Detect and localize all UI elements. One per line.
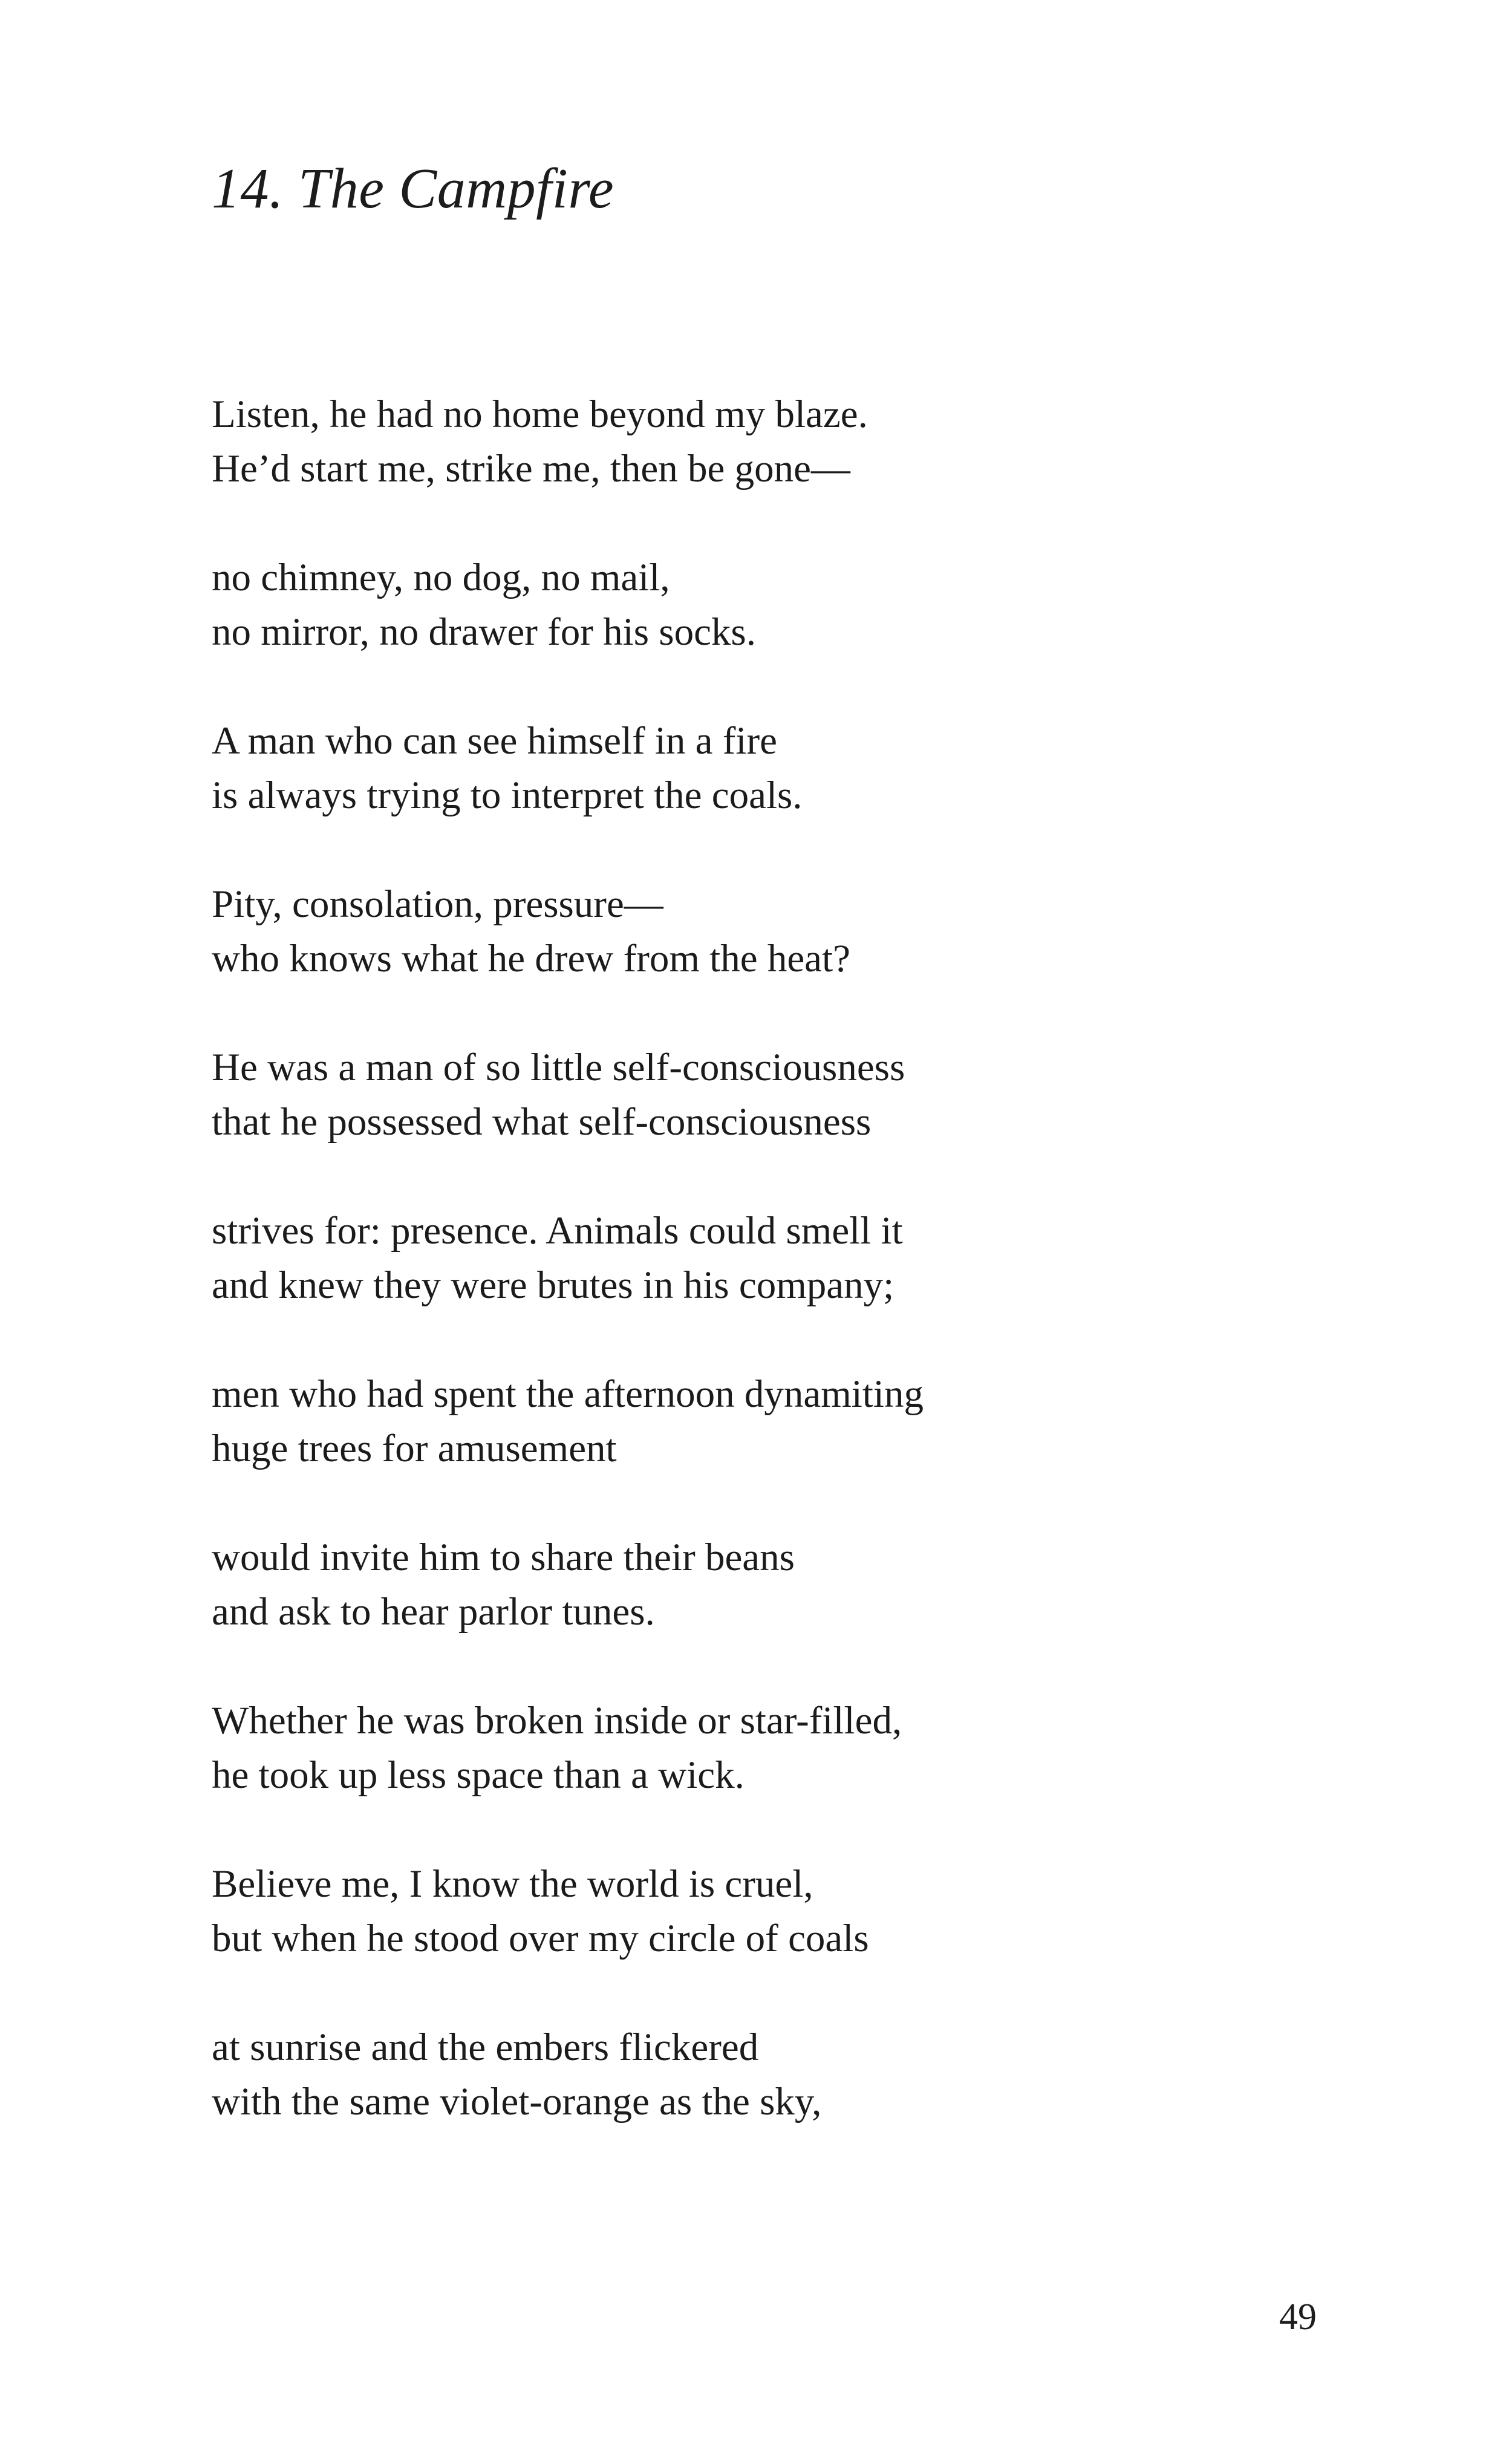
stanza-1 (212, 387, 1361, 496)
poem-line: He was a man of so little self-consciousness (212, 1046, 905, 1089)
stanza-5 (212, 1040, 1361, 1149)
poem-line: Whether he was broken inside or star-filled, (212, 1699, 902, 1742)
stanza-10 (212, 1857, 1361, 1966)
page-number: 49 (1279, 2296, 1317, 2338)
poem-line: He’d start me, strike me, then be gone— (212, 447, 850, 491)
poem-line: no mirror, no drawer for his socks. (212, 610, 756, 654)
poem-line: huge trees for amusement (212, 1427, 617, 1470)
poem-line: who knows what he drew from the heat? (212, 937, 850, 980)
poem-line: is always trying to interpret the coals. (212, 774, 803, 817)
poem-line: Believe me, I know the world is cruel, (212, 1862, 813, 1906)
poem-line: and knew they were brutes in his company; (212, 1263, 894, 1307)
poem-line: men who had spent the afternoon dynamiting (212, 1372, 924, 1416)
poem-line: A man who can see himself in a fire (212, 719, 777, 763)
stanza-6 (212, 1204, 1361, 1312)
stanza-11 (212, 2020, 1361, 2129)
poem-line: but when he stood over my circle of coals (212, 1917, 869, 1960)
stanza-9 (212, 1693, 1361, 1802)
poem-line: strives for: presence. Animals could smell it (212, 1209, 903, 1253)
stanza-4 (212, 877, 1361, 986)
stanza-7 (212, 1367, 1361, 1476)
poem-line: would invite him to share their beans (212, 1536, 795, 1579)
poem-line: he took up less space than a wick. (212, 1753, 745, 1797)
stanza-3 (212, 714, 1361, 823)
poem-body (212, 387, 1361, 2183)
poem-line: at sunrise and the embers flickered (212, 2026, 759, 2069)
poem-line: no chimney, no dog, no mail, (212, 556, 670, 599)
poem-line: with the same violet-orange as the sky, (212, 2080, 822, 2123)
stanza-2 (212, 550, 1361, 659)
poem-line: Listen, he had no home beyond my blaze. (212, 393, 868, 436)
poem-line: Pity, consolation, pressure— (212, 882, 663, 926)
stanza-8 (212, 1530, 1361, 1639)
poem-line: that he possessed what self-consciousness (212, 1100, 872, 1144)
poem-title: 14. The Campfire (212, 157, 614, 220)
poem-line: and ask to hear parlor tunes. (212, 1590, 655, 1634)
